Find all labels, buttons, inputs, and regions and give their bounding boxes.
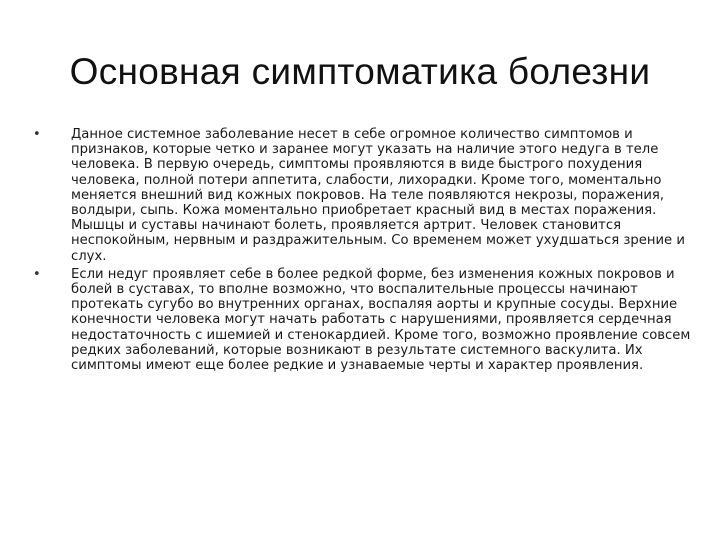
bullet-text: Если недуг проявляет себе в более редкой форме, без изменения кожных покровов и болей в суставах, то вполне возможно, что воспалительные процессы начинают протекать сугубо во внутренних органах, воспаляя аорты и крупные сосуды. Верхние конечности человека могут начать работать с нарушениями, проявляется сердечная недостаточность с ишемией и стенокардией. Кроме того, возможно проявление совсем редких заболеваний, которые возникают в результате системного васкулита. Их симптомы имеют еще более редкие и узнаваемые черты и характер проявления. <box>71 266 691 374</box>
bullet-icon: • <box>33 266 41 282</box>
bullet-item <box>33 127 693 264</box>
bullet-icon: • <box>33 127 41 142</box>
bullet-text: Данное системное заболевание несет в себе огромное количество симптомов и признаков, которые четко и заранее могут указать на наличие этого недуга в теле человека. В первую очередь, симптомы проявляются в виде быстрого похудения человека, полной потери аппетита, слабости, лихорадки. Кроме того, моментально меняется внешний вид кожных покровов. На теле появляются некрозы, поражения, волдыри, сыпь. Кожа моментально приобретает красный вид в местах поражения. Мышцы и суставы начинают болеть, проявляется артрит. Человек становится неспокойным, нервным и раздражительным. Со временем может ухудшаться зрение и слух. <box>71 127 685 264</box>
slide-title: Основная симптоматика болезни <box>69 51 651 92</box>
bullet-item <box>33 267 693 373</box>
bullet-list <box>33 127 693 376</box>
